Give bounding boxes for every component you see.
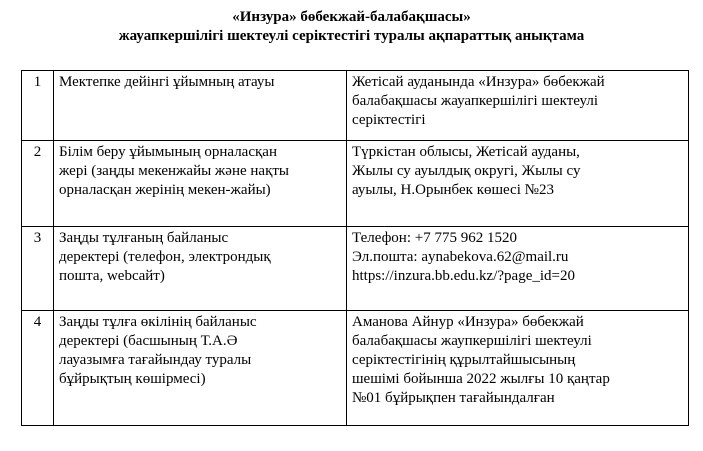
table-row (22, 227, 689, 311)
label-line: Мектепке дейінгі ұйымның атауы (59, 74, 275, 90)
label-line: Білім беру ұйымының орналасқан (59, 144, 277, 160)
value-line: серіктестігінің құрылтайшысының (352, 352, 576, 368)
email-link[interactable]: Эл.пошта: aynabekova.62@mail.ru (352, 249, 569, 265)
value-line: балабақшасы жаупкершілігі шектеулі (352, 333, 592, 349)
value-line: Жетісай ауданында «Инзура» бөбекжай (352, 74, 605, 90)
value-line: шешімі бойынша 2022 жылғы 10 қаңтар (352, 371, 610, 387)
value-line: Аманова Айнур «Инзура» бөбекжай (352, 314, 584, 330)
label-line: лауазымға тағайындау туралы (59, 352, 252, 368)
label-line: пошта, webcайт) (59, 268, 165, 284)
row-value (347, 311, 689, 426)
row-number: 2 (22, 141, 54, 227)
value-line: Телефон: +7 775 962 1520 (352, 230, 517, 246)
title-line-2: жауапкершілігі шектеулі серіктестігі туралы ақпараттық анықтама (118, 28, 585, 44)
value-line: ауылы, Н.Орынбек көшесі №23 (352, 182, 554, 198)
value-line: №01 бұйрықпен тағайындалған (352, 390, 555, 406)
label-line: Заңды тұлғаның байланыс (59, 230, 229, 246)
document-title (0, 8, 703, 46)
table-row (22, 71, 689, 141)
row-label (54, 227, 347, 311)
title-line-1: «Инзура» бөбекжай-балабақшасы» (232, 9, 471, 25)
table-row (22, 141, 689, 227)
label-line: деректері (басшының Т.А.Ә (59, 333, 238, 349)
info-table (21, 70, 689, 426)
row-number: 4 (22, 311, 54, 426)
label-line: жері (заңды мекенжайы және нақты (59, 163, 289, 179)
row-number: 3 (22, 227, 54, 311)
value-line: Жылы су ауылдық округі, Жылы су (352, 163, 581, 179)
row-label (54, 141, 347, 227)
label-line: деректері (телефон, электрондық (59, 249, 271, 265)
row-label (54, 311, 347, 426)
value-line: Түркістан облысы, Жетісай ауданы, (352, 144, 580, 160)
row-value (347, 71, 689, 141)
label-line: орналасқан жерінің мекен-жайы) (59, 182, 271, 198)
website-link[interactable]: https://inzura.bb.edu.kz/?page_id=20 (352, 268, 575, 284)
table-row (22, 311, 689, 426)
value-line: серіктестігі (352, 112, 426, 128)
row-label (54, 71, 347, 141)
label-line: бұйрықтың көшірмесі) (59, 371, 206, 387)
value-line: балабақшасы жауапкершілігі шектеулі (352, 93, 599, 109)
row-value (347, 227, 689, 311)
row-value (347, 141, 689, 227)
row-number: 1 (22, 71, 54, 141)
label-line: Заңды тұлға өкілінің байланыс (59, 314, 257, 330)
